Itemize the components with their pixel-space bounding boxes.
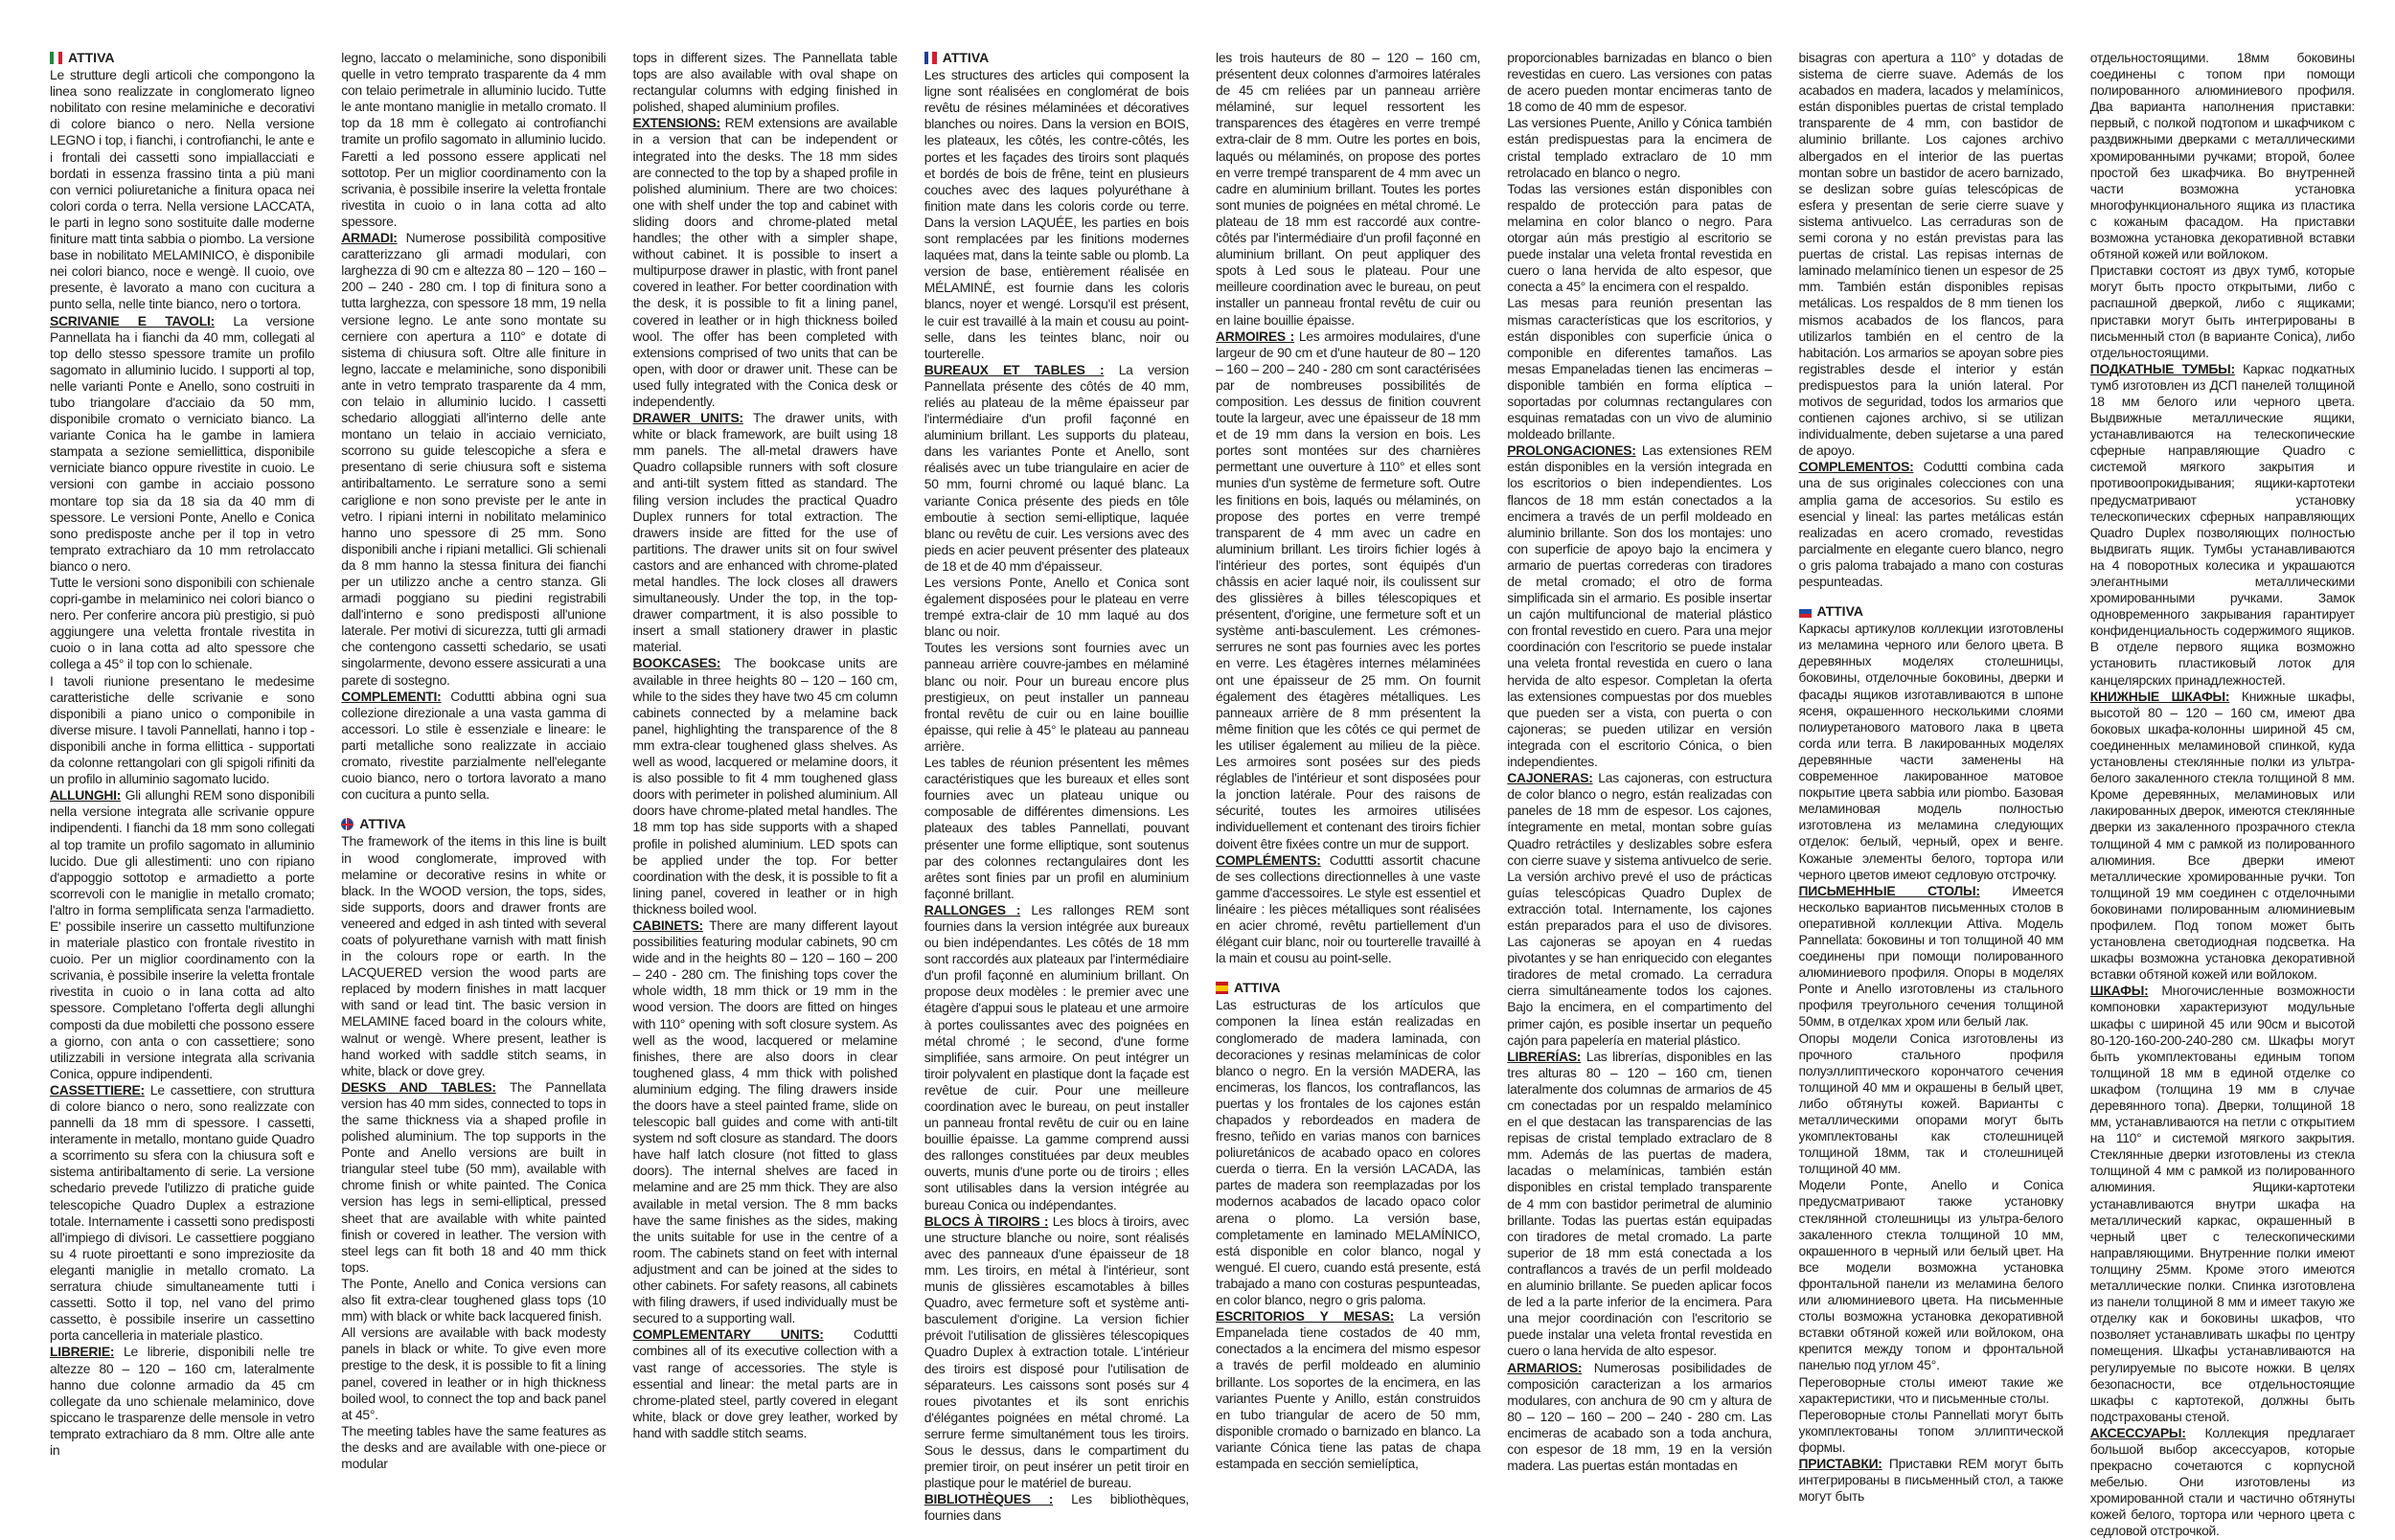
paragraph (1799, 621, 2064, 883)
paragraph-text: Приставки состоят из двух тумб, которые могут быть просто открытыми, либо с распашной дверкой, либо с ящиками; приставки могут быть интегрированы в письменный стол (в варианте Conica), либо отдельностоящими. (2089, 262, 2355, 360)
paragraph-heading: ПИСЬМЕННЫЕ СТОЛЫ: (1798, 882, 1980, 898)
paragraph (341, 50, 605, 230)
paragraph-text: Приставки REM могут быть интегрированы в письменный стол, а также могут быть (1798, 1455, 2064, 1505)
paragraph-text: les trois hauteurs de 80 – 120 – 160 cm, présentent deux colonnes d'armoires latérales de 45 cm reliées par un panneau arrière mélaminé, sur lequel ressortent les transparences des étagères en verre trempé extra-clair de 8 mm. Outre les portes en bois, laqués ou mélaminés, on propose des portes en verre trempé transparent de 4 mm avec un cadre en aluminium brillant. Toutes les portes sont munies de poignées en métal chromé. Le plateau de 18 mm est raccordé aux contre-côtés par l'intermédiaire d'un profil façonné en aluminium brillant. On peut appliquer des spots à Led sous le plateau. Pour une meilleure coordination avec le bureau, on peut installer un panneau frontal revêtu de cuir ou en laine bouillie épaisse. (1216, 50, 1481, 328)
text-column (1216, 50, 1480, 1540)
paragraph (1507, 181, 1771, 296)
paragraph-text: The meeting tables have the same features as the desks and are available with one-piece or modular (341, 1422, 606, 1471)
paragraph-text: REM extensions are available in a version that can be independent or integrated into the desks. The 18 mm sides are connected to the top by a shaped profile in polished aluminium. There are two choices: one with shelf under the top and cabinet with sliding doors and chrome-plated metal handles; the other with a simpler shape, without cabinet. It is possible to insert a multipurpose drawer in plastic, with front panel covered in leather. For better coordination with the desk, it is possible to fit a lining panel, covered in leather or in high thickness boiled wool. The offer has been completed with extensions comprised of two units that can be open, with door or drawer unit. These can be used fully integrated with the Conica desk or independently. (632, 115, 898, 409)
paragraph-text: There are many different layout possibilities featuring modular cabinets, 90 cm wide and in the heights 80 – 120 – 160 – 200 – 240 - 280 cm. The finishing tops cover the whole width, 18 mm thick or 19 mm in the wood version. The doors are fitted on hinges with 110° opening with soft closure system. As well as the wood, lacquered or melamine finishes, there are also doors in clear toughened glass, 4 mm thick with polished aluminium edging. The filing drawers inside the doors have a steel painted frame, slide on telescopic ball guides and come with anti-tilt system nd soft closure as standard. The doors have half latch closure (not fitted to glass doors). The internal shelves are faced in melamine and are 25 mm thick. They are also available in metal version. The 8 mm backs have the same finishes as the sides, making the units suitable for use in the centre of a room. The cabinets stand on feet with internal adjustment and can be joined at the sides to other cabinets. For safety reasons, all cabinets with filing drawers, if used individually must be secured to a supporting wall. (632, 917, 898, 1326)
paragraph-text: The bookcase units are available in three heights 80 – 120 – 160 cm, while to the sides they have two 45 cm column cabinets connected by a melamine back panel, highlighting the transparence of the 8 mm extra-clear toughened glass shelves. As well as wood, lacquered or melamine doors, it is also possible to fit 4 mm toughened glass doors with perimeter in polished aluminium. All doors have chrome-plated metal handles. The 18 mm top has side supports with a shaped profile in polished aluminium. LED spots can be applied under the top. For better coordination with the desk, it is possible to fit a lining panel, covered in leather or in high thickness boiled wool. (632, 655, 898, 917)
language-section-header (341, 816, 605, 832)
paragraph-text: Gli allunghi REM sono disponibili nella versione integrata alle scrivanie oppure indipendenti. I fianchi da 18 mm sono collegati al top tramite un profilo sagomato in alluminio lucido. Due gli allestimenti: uno con ripiano d'appoggio sottotop e armadietto a porte scorrevoli con le maniglie in metallo cromato; l'altro in forma semplificata senza l'armadietto. E' possibile inserire un cassetto multifunzione in materiale plastico con frontale rivestito in cuoio. Per un miglior coordinamento con la scrivania, è possibile inserire la veletta frontale rivestita in cuoio o in lana cotta ad alto spessore. Completano l'offerta degli allunghi composti da due mobiletti che possono essere a giorno, con anta o con cassettiere; sono utilizzabili in versione integrata alla scrivania Conica, oppure indipendenti. (50, 787, 315, 1081)
paragraph-text: The Pannellata version has 40 mm sides, connected to tops in the same thickness via a shaped profile in polished aluminium. The top supports in the Ponte and Anello versions are built in triangular steel tube (50 mm), available with chrome finish or white painted. The Conica version has legs in semi-elliptical, pressed sheet that are available with white painted finish or covered in leather. The version with steel legs can fit both 18 and 40 mm thick tops. (341, 1078, 606, 1275)
paragraph-text: Переговорные столы Pannellati могут быть укомплектованы топом эллиптической формы. (1798, 1406, 2064, 1455)
paragraph (1216, 50, 1480, 328)
paragraph (924, 575, 1189, 640)
paragraph-text: La versión Empanelada tiene costados de 40 mm, conectados a la encimera del mismo espesor a través de perfil moldeado en aluminio brillante. Los soportes de la encimera, en las variantes Puente y Anillo, están construidos en tubo triangular de acero de 50 mm, disponible cromado o barnizado en blanco. La variante Cónica tiene las patas de chapa estampada en sección semielíptica, (1216, 1308, 1481, 1471)
paragraph-heading: КНИЖНЫЕ ШКАФЫ: (2089, 688, 2230, 704)
text-column (1799, 50, 2064, 1540)
paragraph-text: Les versions Ponte, Anello et Conica sont également disposées pour le plateau en verre trempé extra-clair de 10 mm laqué au dos blanc ou noir. (924, 575, 1189, 640)
paragraph-text: Коллекция предлагает большой выбор аксессуаров, которые прекрасно сочетаются с корпусной мебелью. Они изготовлены из хромированной стали и частично обтянуты кожей белого, тортора или черного цвета с седловой отстрочкой. (2089, 1424, 2355, 1539)
paragraph (2090, 262, 2355, 361)
text-column (341, 50, 605, 1540)
paragraph-text: Coduttti combines all of its executive collection with a vast range of accessories. The style is essential and linear: the metal parts are in chrome-plated steel, partly covered in elegant white, black or dove grey leather, worked by hand with saddle stitch seams. (632, 1326, 898, 1440)
paragraph-heading: ESCRITORIOS Y MESAS: (1216, 1308, 1394, 1325)
paragraph-text: The Ponte, Anello and Conica versions can also fit extra-clear toughened glass tops (10 mm) with black or white back lacquered finish. (341, 1275, 606, 1325)
paragraph (2090, 1425, 2355, 1540)
text-column (1507, 50, 1771, 1540)
flag-icon (1216, 982, 1228, 994)
paragraph-heading: BOOKCASES: (632, 655, 721, 671)
document-page (50, 50, 2355, 1539)
paragraph (50, 67, 314, 312)
paragraph-text: La version Pannellata présente des côtés de 40 mm, reliés au plateau de la même épaisseur par l'intermédiaire d'un profil façonné en aluminium brillant. Les supports du plateau, dans les variantes Ponte et Anello, sont réalisés avec un tube triangulaire en acier de 50 mm, fourni chromé ou laqué blanc. La variante Conica présente des pieds en tôle emboutie à section semi-elliptique, laquée blanc ou revêtu de cuir. Les versions avec des pieds en acier peuvent présenter des plateaux de 18 et de 40 mm d'épaisseur. (924, 361, 1190, 574)
paragraph-text: Каркасы артикулов коллекции изготовлены из меламина черного или белого цвета. В деревянных моделях столешницы, боковины, отделочные боковины, дверки и фасады ящиков изготавливаются в шпоне ясеня, окрашенного несколькими слоями полиуретанового матового лака в цвета corda или terra. В лакированных моделях деревянные части заменены на современное лакированное матовое покрытие цвета sabbia или piombo. Базовая меламиновая модель полностью изготовлена из меламина следующих отделок: белый, черный, орех и венге. Кожаные элементы белого, тортора или черного цветов имеют седловую отстрочку. (1798, 621, 2064, 882)
text-column (924, 50, 1189, 1540)
paragraph (1799, 50, 2064, 459)
paragraph (1507, 115, 1771, 180)
paragraph-text: bisagras con apertura a 110° y dotadas de sistema de cierre suave. Además de los acabados en madera, lacados y melamínicos, están disponibles puertas de cristal templado transparente de 4 mm, con bastidor de aluminio brillante. Los cajones archivo albergados en el interior de las puertas montan sobre un bastidor de acero barnizado, se deslizan sobre guías telescópicas de esfera y presentan de serie cierre suave y sistema antivuelco. Las cerraduras son de semi corona y no están previstas para las puertas de cristal. Las repisas internas de laminado melamínico tienen un espesor de 25 mm. También están disponibles repisas metálicas. Los respaldos de 8 mm tienen los mismos acabados de los flancos, para utilizarlos también en el centro de la habitación. Los armarios se apoyan sobre pies registrables desde el interior y están predispuestos para la unión lateral. Por motivos de seguridad, todos los armarios que contienen cajones archivo, si se utilizan individualmente, deben sujetarse a una pared de apoyo. (1798, 50, 2064, 459)
section-title: ATTIVA (942, 50, 990, 65)
paragraph (50, 1344, 314, 1459)
paragraph-heading: CASSETTIERE: (50, 1081, 145, 1098)
paragraph (50, 787, 314, 1082)
paragraph (1216, 997, 1480, 1308)
paragraph (2090, 50, 2355, 262)
paragraph (341, 833, 605, 1078)
paragraph (1507, 1360, 1771, 1475)
paragraph-heading: BUREAUX ET TABLES : (924, 361, 1105, 377)
paragraph-heading: COMPLEMENTARY UNITS: (632, 1326, 824, 1343)
paragraph-text: Les tables de réunion présentent les mêmes caractéristiques que les bureaux et elles sont fournies avec un plateau unique ou composable de différentes dimensions. Les plateaux des tables Pannellati, pouvant présenter une forme elliptique, sont soutenus par des colonnes rectangulaires dont les arêtes sont finies par un profil en aluminium façonné brillant. (924, 755, 1189, 901)
paragraph-text: Книжные шкафы, высотой 80 – 120 – 160 см, имеют два боковых шкафа-колонны шириной 45 см, соединенных меламиновой спинкой, куда установлены стеклянные полки из ультра-белого закаленного стекла толщиной 8 мм. Кроме деревянных, меламиновых или лакированных дверок, имеются стеклянные дверки из закаленного прозрачного стекла толщиной 4 мм с рамкой из полированного алюминия. Все дверки имеют металлические хромированные ручки. Топ толщиной 19 мм соединен с отделочными боковинами полированным алюминиевым профилем. Под топом может быть установлена светодиодная подсветка. На шкафы возможна установка декоративной вставки обтяной кожей или войлоком. (2089, 688, 2355, 983)
paragraph-heading: BIBLIOTHÈQUES : (924, 1491, 1054, 1507)
paragraph (924, 1213, 1189, 1492)
paragraph-text: Las extensiones REM están disponibles en la versión integrada en los escritorios o bien independientes. Los flancos de 18 mm están conectados a la encimera a través de un perfil moldeado en aluminio brillante. Son dos los montajes: uno con superficie de apoyo bajo la encimera y armario de puertas correderas con tiradores de metal cromado; el otro de forma simplificada sin el armario. Es posible insertar un cajón multifuncional de material plástico con frontal revestido en cuero. Para una mejor coordinación con l'escritorio se puede instalar una veleta frontal revestida en cuero o lana hervida de alto espesor. Completan la oferta las extensiones compuestas por dos muebles que pueden ser a vista, con puerta o con cajoneras; se pueden utilizar en versión integrada con el escritorio Cónica, o bien independientes. (1507, 442, 1772, 770)
paragraph-text: Las estructuras de los artículos que componen la línea están realizadas en conglomerado de madera laminada, con decoraciones y resinas melamínicas de color blanco o negro. En la versión MADERA, las encimeras, los flancos, los contraflancos, las puertas y los frontales de los cajones están chapados y rebordeados en madera de fresno, teñido en varias manos con barnices poliuretánicos de acabado opaco en colores cuerda o tierra. En la versión LACADA, las partes de madera son reemplazadas por los modernos acabados de lacado opaco color arena o plomo. La versión base, completamente en laminado MELAMÍNICO, está disponible en color blanco, nogal y wengué. El cuero, cuando está presente, está trabajado a mano con costuras pespunteadas, en color blanco, negro o gris paloma. (1216, 997, 1481, 1308)
paragraph-heading: CABINETS: (632, 917, 703, 933)
text-column (633, 50, 898, 1540)
paragraph-text: legno, laccato o melaminiche, sono disponibili quelle in vetro temprato trasparente da 4 mm con telaio perimetrale in alluminio lucido. Tutte le ante montano maniglie in metallo cromato. Il top da 18 mm è collegato ai controfianchi tramite un profilo sagomato in alluminio lucido. Faretti a led possono essere applicati nel sottotop. Per un miglior coordinamento con la scrivania, è possibile inserire la veletta frontale rivestita in cuoio o in lana cotta ad alto spessore. (341, 50, 606, 229)
section-title: ATTIVA (1816, 603, 1863, 620)
paragraph-text: Каркас подкатных тумб изготовлен из ДСП панелей толщиной 18 мм белого или черного цвета. Выдвижные металлические ящики, устанавливаются на телескопические сферные направляющие Quadro с системой мягкого закрытия и противоопрокидывания; ящики-картотеки предусматривают установку телескопических сферных направляющих Quadro Duplex позволяющих полностью выдвигать ящик. Тумбы устанавливаются на 4 поворотных колесика и украшаются элегантными металлическими хромированными ручками. Замок одновременного закрывания гарантирует конфиденциальность содержимого ящиков. В отделе первого ящика возможно установить пластиковый лоток для канцелярских принадлежностей. (2089, 360, 2355, 688)
paragraph (2090, 983, 2355, 1425)
paragraph (1799, 1374, 2064, 1407)
paragraph-text: Toutes les versions sont fournies avec un panneau arrière couvre-jambes en mélaminé blanc ou noir. Pour un bureau encore plus prestigieux, on peut installer un panneau frontal revêtu de cuir ou en laine bouillie épaisse, qui relie à 45° le plateau au panneau arrière. (924, 640, 1189, 754)
paragraph-text: Las mesas para reunión presentan las mismas características que los escritorios, y están disponibles con superficie única o componible en diferentes tamaños. Las mesas Empaneladas tienen las encimeras – disponible también en forma elíptica – soportadas por columnas rectangulares con esquinas rematadas con un vivo de aluminio moldeado brillante. (1507, 295, 1772, 442)
section-title: ATTIVA (1234, 980, 1281, 996)
paragraph-text: I tavoli riunione presentano le medesime caratteristiche delle scrivanie e sono disponibili a piano unico o componibile in diverse misure. I tavoli Pannellati, hanno i top - disponibili anche in forma ellittica - supportati da colonne rettangolari con gli spigoli rifiniti da un profilo in alluminio sagomato lucido. (50, 672, 315, 787)
paragraph (633, 410, 898, 655)
paragraph (1799, 883, 2064, 1030)
text-column (50, 50, 314, 1540)
text-column (2090, 50, 2355, 1540)
paragraph-heading: ШКАФЫ: (2089, 983, 2149, 999)
paragraph-heading: PROLONGACIONES: (1507, 442, 1636, 459)
paragraph (1216, 328, 1480, 852)
paragraph (50, 313, 314, 576)
paragraph-text: La versione Pannellata ha i fianchi da 40 mm, collegati al top dello stesso spessore tramite un profilo sagomato in alluminio lucido. I supporti al top, nelle varianti Ponte e Anello, sono costruiti in tubo triangolare d'acciaio da 50 mm, disponibile cromato o verniciato bianco. La variante Conica ha le gambe in lamiera stampata a sezione semiellittica, disponibile verniciate bianco oppure rivestite in cuoio. Le versioni con gambe in acciaio possono montare top sia da 18 sia da 40 mm di spessore. Le versioni Ponte, Anello e Conica sono predisposte anche per il top in vetro temprato extrachiaro da 10 mm retrolaccato bianco o nero. (50, 312, 315, 574)
paragraph-heading: CAJONERAS: (1507, 770, 1593, 786)
paragraph-text: Las versiones Puente, Anillo y Cónica también están predispuestas para la encimera de cristal templado extraclaro de 10 mm retrolacado en blanco o negro. (1507, 115, 1772, 180)
language-section-header (924, 50, 1189, 66)
paragraph-heading: RALLONGES : (924, 901, 1021, 917)
paragraph-text: Le strutture degli articoli che compongono la linea sono realizzate in conglomerato ligneo nobilitato con resine melaminiche e decorativi di colore bianco o nero. Nella versione LEGNO i top, i fianchi, i controfianchi, le ante e i frontali dei cassetti sono impiallacciati e bordati in essenza frassino tinta a più mani con vernici poliuretaniche a finitura opaca nei colori corda o terra. Nella versione LACCATA, le parti in legno sono sostituite dalle moderne finiture matt tinta sabbia o piombo. La versione base in nobilitato MELAMINICO, è disponibile nei colori bianco, noce e wengè. Il cuoio, ove presente, è lavorato a mano con cucitura a punto sella, nelle tinte bianco, nero o tortora. (50, 67, 315, 312)
paragraph-text: The drawer units, with white or black framework, are built using 18 mm panels. The all-metal drawers have Quadro collapsible runners with soft closure and anti-tilt system fitted as standard. The filing version includes the practical Quadro Duplex runners for total extraction. The drawers inside are fitted for the use of partitions. The drawer units sit on four swivel castors and are enhanced with chrome-plated metal handles. The lock closes all drawers simultaneously. Under the top, in the top-drawer compartment, it is also possible to insert a small stationery drawer in plastic material. (632, 410, 898, 655)
paragraph (50, 575, 314, 673)
paragraph-heading: COMPLÉMENTS: (1216, 851, 1321, 868)
paragraph-heading: ARMOIRES : (1216, 328, 1295, 344)
paragraph (924, 1491, 1189, 1524)
paragraph (1216, 852, 1480, 967)
paragraph-text: Tutte le versioni sono disponibili con schienale copri-gambe in melaminico nei colori bianco o nero. Per conferire ancora più prestigio, si può aggiungere una veletta frontale rivestita in cuoio o in lana cotta ad alto spessore che collega a 45° il top con lo schienale. (50, 575, 315, 672)
paragraph (1799, 1030, 2064, 1178)
paragraph-text: tops in different sizes. The Pannellata table tops are also available with oval shape on rectangular columns with edging finished in polished, shaped aluminium profiles. (632, 50, 898, 115)
language-section-header (1216, 980, 1480, 996)
paragraph (924, 755, 1189, 902)
paragraph-heading: DESKS AND TABLES: (341, 1078, 496, 1095)
flag-icon (50, 52, 62, 64)
paragraph-text: Todas las versiones están disponibles con respaldo de protección para patas de melamina en color blanco o negro. Para otorgar aún más prestigio al escritorio se puede instalar una veleta frontal revestida en cuero o lana hervida de alto espesor, que conecta a 45° la encimera con el respaldo. (1507, 180, 1772, 295)
paragraph (924, 640, 1189, 755)
paragraph-text: Les bibliothèques, fournies dans (924, 1491, 1190, 1524)
paragraph (633, 655, 898, 917)
paragraph-text: Переговорные столы имеют такие же характеристики, что и письменные столы. (1798, 1373, 2064, 1406)
paragraph (341, 1079, 605, 1276)
paragraph (924, 67, 1189, 362)
paragraph-heading: ПРИСТАВКИ: (1798, 1455, 1882, 1471)
paragraph-heading: ARMARIOS: (1507, 1359, 1583, 1375)
paragraph (2090, 361, 2355, 689)
paragraph-text: отдельностоящими. 18мм боковины соединены с топом при помощи полированного алюминиевого профиля. Два варианта наполнения приставки: первый, с полкой подтопом и шкафчиком с раздвижными дверками с металлическими хромированными ручками; второй, более простой без шкафчика. Во внутренней части возможна установка многофункционального ящика из пластика с кожаным фасадом. На приставки возможна установка декоративной вставки обтяной кожей или войлоком. (2089, 50, 2355, 262)
paragraph (341, 1276, 605, 1325)
language-section-header (50, 50, 314, 66)
paragraph (50, 1082, 314, 1345)
paragraph-heading: ARMADI: (341, 230, 398, 246)
paragraph (50, 673, 314, 788)
paragraph-text: proporcionables barnizadas en blanco o bien revestidas en cuero. Las versiones con patas de acero pueden montar encimeras tanto de 18 como de 40 mm de espesor. (1507, 50, 1772, 115)
paragraph (1799, 1407, 2064, 1456)
paragraph-text: Le cassettiere, con struttura di colore bianco o nero, sono realizzate con pannelli da 18 mm di spessore. I cassetti, interamente in metallo, montano guide Quadro a scorrimento su sfera con la chiusura soft e sistema antiribaltamento di serie. La versione schedario prevede l'utilizzo di pratiche guide telescopiche Quadro Duplex a estrazione totale. Internamente i cassetti sono predisposti all'impiego di divisori. Le cassettiere poggiano su 4 ruote piroettanti e sono impreziosite da eleganti maniglie in metallo cromato. La serratura chiude simultaneamente tutti i cassetti. Sotto il top, nel vano del primo cassetto, è possibile inserire un cassettino porta cancelleria in materiale plastico. (50, 1081, 315, 1344)
paragraph-text: Coduttti abbina ogni sua collezione direzionale a una vasta gamma di accessori. Lo stile è essenziale e lineare: le parti metalliche sono realizzate in acciaio cromato, rivestite parzialmente nell'elegante cuoio bianco, nero o tortora lavorato a mano con cucitura a punto sella. (341, 688, 606, 803)
paragraph-text: Опоры модели Conica изготовлены из прочного стального профиля полуэллиптического корончатого сечения толщиной 40 мм и окрашены в белый цвет, либо обтянуты кожей. Варианты с металлическими опорами могут быть укомплектованы как столешницей толщиной 18мм, так и столешницей толщиной 40 мм. (1798, 1030, 2064, 1177)
paragraph (341, 689, 605, 804)
paragraph-text: Numerose possibilità compositive caratterizzano gli armadi modulari, con larghezza di 90 cm e altezza 80 – 120 – 160 – 200 – 240 - 280 cm. I top di finitura sono a tutta larghezza, con spessore 18 mm, 19 nella versione legno. Le ante sono montate su cerniere con apertura a 110° e dotate di sistema di chiusura soft. Oltre alle finiture in legno, laccate e melaminiche, sono disponibili ante in vetro temprato trasparente da 4 mm, con telaio in alluminio lucido. I cassetti schedario alloggiati all'interno delle ante montano un telaio in acciaio verniciato, scorrono su guide telescopiche a sfera e presentano di serie chiusura soft e sistema antiribaltamento. Le serrature sono a semi cariglione e non sono previste per le ante in vetro. I ripiani interni in nobilitato melaminico hanno uno spessore di 25 mm. Sono disponibili anche i ripiani metallici. Gli schienali da 8 mm hanno la stessa finitura dei fianchi per un utilizzo anche a centro stanza. Gli armadi poggiano su piedini registrabili dall'interno e sono predisposti all'unione laterale. Per motivi di sicurezza, tutti gli armadi che contengono cassetti schedario, se usati singolarmente, devono essere assicurati a una parete di sostegno. (341, 230, 606, 688)
paragraph-text: Les structures des articles qui composent la ligne sont réalisées en conglomérat de bois revêtu de résines mélaminées et décoratives blanches ou noires. Dans la version en BOIS, les plateaux, les côtés, les contre-côtés, les portes et les façades des tiroirs sont plaqués et bordés de bois de frêne, teint en plusieurs couches avec des laques polyuréthane à finition mate dans les coloris corde ou terre. Dans la version LAQUÉE, les parties en bois sont remplacées par les finitions modernes laquées mat, dans la teinte sable ou plomb. La version de base, entièrement réalisée en MÉLAMINÉ, est fournie dans les coloris blancs, noyer et wengé. Lorsqu'il est présent, le cuir est travaillé à la main et cousu au point-selle, dans les teintes blanc, noir ou tourterelle. (924, 67, 1189, 361)
paragraph-heading: LIBRERÍAS: (1507, 1048, 1582, 1064)
paragraph (924, 362, 1189, 575)
flag-icon (341, 818, 354, 830)
paragraph-heading: COMPLEMENTOS: (1798, 459, 1914, 475)
paragraph-text: Las librerías, disponibles en las tres alturas 80 – 120 – 160 cm, tienen lateralmente dos columnas de armarios de 45 cm conectadas por un respaldo melamínico en el que destacan las transparencias de las repisas de cristal templado extraclaro de 8 mm. Además de las puertas de madera, lacadas o melamínicas, también están disponibles en cristal templado transparente de 4 mm con bastidor perimetral de aluminio brillante. Todas las puertas están equipadas con tiradores de metal cromado. La parte superior de 18 mm está conectada a los contraflancos a través de un perfil moldeado en aluminio brillante. Se pueden aplicar focos de led a la parte inferior de la encimera. Para una mejor coordinación con l'escritorio se puede instalar una veleta frontal revestida en cuero o lana hervida de alto espesor. (1507, 1048, 1772, 1359)
paragraph (633, 115, 898, 410)
paragraph-text: The framework of the items in this line is built in wood conglomerate, improved with melamine or decorative resins in white or black. In the WOOD version, the tops, sides, side supports, doors and drawer fronts are veneered and edged in ash tinted with several coats of polyurethane varnish with matt finish in the colours rope or earth. In the LACQUERED version the wood parts are replaced by modern finishes in matt lacquer with sand or lead tint. The basic version in MELAMINE faced board in the colours white, walnut or wengè. Where present, leather is hand worked with saddle stitch seams, in white, black or dove grey. (341, 833, 606, 1078)
flag-icon (1799, 605, 1812, 618)
language-section-header (1799, 603, 2064, 620)
paragraph (1507, 442, 1771, 770)
paragraph-heading: EXTENSIONS: (632, 115, 720, 131)
paragraph-text: Les rallonges REM sont fournies dans la version intégrée aux bureaux ou bien indépendantes. Les côtés de 18 mm sont raccordés aux plateaux par l'intermédiaire d'un profil façonné en aluminium brillant. On propose deux modèles : le premier avec une étagère d'appui sous le plateau et une armoire à portes coulissantes avec des poignées en métal chromé ; le second, d'une forme simplifiée, sans armoire. On peut intégrer un tiroir polyvalent en plastique dont la façade est revêtue de cuir. Pour une meilleure coordination avec le bureau, on peut installer un panneau frontal revêtu de cuir ou en laine bouillie épaisse. La gamme comprend aussi des rallonges constituées par deux meubles ouverts, munis d'une porte ou de tiroirs ; elles sont utilisables dans la version intégrée au bureau Conica ou indépendantes. (924, 901, 1189, 1212)
paragraph (1216, 1308, 1480, 1472)
paragraph-text: Coduttti combina cada una de sus originales colecciones con una amplia gama de accesorios. Su estilo es esencial y lineal: las partes metálicas están realizadas en acero cromado, revestidas parcialmente en elegante cuero blanco, negro o gris paloma trabajado a mano con costuras pespunteadas. (1798, 459, 2064, 589)
section-title: ATTIVA (359, 816, 406, 832)
paragraph-heading: SCRIVANIE E TAVOLI: (50, 312, 215, 328)
paragraph (341, 1325, 605, 1423)
paragraph (2090, 689, 2355, 984)
paragraph-heading: ПОДКАТНЫЕ ТУМБЫ: (2089, 360, 2235, 376)
paragraph (1799, 459, 2064, 590)
paragraph (633, 917, 898, 1326)
paragraph-heading: DRAWER UNITS: (632, 410, 743, 426)
paragraph (1799, 1177, 2064, 1373)
paragraph (633, 50, 898, 115)
section-title: ATTIVA (68, 50, 115, 65)
paragraph-text: Les blocs à tiroirs, avec une structure blanche ou noire, sont réalisés avec des panneaux d'une épaisseur de 18 mm. Les tiroirs, en métal à l'intérieur, sont munis de glissières escamotables à billes Quadro, avec fermeture soft et système anti-basculement d'origine. La version fichier prévoit l'utilisation de glissières télescopiques Quadro Duplex à extraction totale. L'intérieur des tiroirs est disposé pour l'utilisation de séparateurs. Les caissons sont posés sur 4 roues pivotantes et ils sont enrichis d'élégantes poignées en métal chromé. La serrure ferme simultanément tous les tiroirs. Sous le dessus, dans le compartiment du premier tiroir, on peut insérer un petit tiroir en plastique pour le matériel de bureau. (924, 1212, 1189, 1491)
paragraph-text: Модели Ponte, Anello и Conica предусматривают также установку стеклянной столешницы из ультра-белого закаленного стекла толщиной 10 мм, окрашенного в черный или белый цвет. На все модели возможна установка фронтальной панели из меламина белого или алюминиевого цвета. На письменные столы возможна установка декоративной вставки обтяной кожей или войлоком, она крепится между топом и фронтальной панелью под углом 45°. (1798, 1177, 2064, 1373)
paragraph-heading: COMPLEMENTI: (341, 688, 442, 704)
paragraph-text: Numerosas posibilidades de composición caracterizan a los armarios modulares, con anchura de 90 cm y altura de 80 – 120 – 160 – 200 – 240 - 280 cm. Las encimeras de acabado son a toda anchura, con espesor de 18 mm, 19 en la versión madera. Las puertas están montadas en (1507, 1359, 1772, 1474)
paragraph (1799, 1456, 2064, 1505)
paragraph (1507, 1049, 1771, 1360)
paragraph-heading: АКСЕССУАРЫ: (2089, 1424, 2186, 1440)
paragraph-text: Многочисленные возможности компоновки характеризуют модульные шкафы с шириной 45 или 90см и высотой 80-120-160-200-240-280 см. Шкафы могут быть укомплектованы единым топом толщиной 18 мм в единой отделке со шкафом (толщина 19 мм в случае деревянного топа). Дверки, толщиной 18 мм, устанавливаются на петли с открытием на 110° и системой мягкого закрытия. Стеклянные дверки изготовлены из стекла толщиной 4 мм с рамкой из полированного алюминия. Ящики-картотеки устанавливаются внутри шкафа на металлический каркас, окрашенный в черный цвет с телескопическими направляющими. Внутренние полки имеют толщину 25мм. Кроме этого имеются металлические полки. Спинка изготовлена из панели толщиной 8 мм и имеет такую же отделку как и боковины шкафов, что позволяет устанавливать шкафы по центру помещения. Шкафы устанавливаются на регулируемые по высоте ножки. В целях безопасности, все отдельностоящие шкафы с картотекой, должны быть подстрахованы стеной. (2089, 983, 2355, 1424)
paragraph (633, 1326, 898, 1441)
paragraph-heading: LIBRERIE: (50, 1344, 115, 1360)
flag-icon (924, 52, 937, 64)
paragraph (924, 902, 1189, 1213)
paragraph-text: Las cajoneras, con estructura de color blanco o negro, están realizadas con paneles de 18 mm de espesor. Los cajones, íntegramente en metal, montan sobre guías Quadro retráctiles y deslizables sobre esfera con cierre suave y sistema antivuelco de serie. La versión archivo prevé el uso de prácticas guías telescópicas Quadro Duplex de extracción total. Internamente, los cajones están preparados para el uso de divisores. Las cajoneras se apoyan en 4 ruedas pivotantes y se han enriquecido con elegantes tiradores de metal cromado. La cerradura cierra simultáneamente todos los cajones. Bajo la encimera, en el compartimento del primer cajón, es posible insertar un pequeño cajón para papelería en material plástico. (1507, 770, 1772, 1048)
paragraph (1507, 770, 1771, 1049)
paragraph (1507, 295, 1771, 442)
paragraph-text: All versions are available with back modesty panels in black or white. To give even more prestige to the desk, it is possible to fit a lining panel, covered in leather or in high thickness boiled wool, to connect the top and back panel at 45°. (341, 1325, 606, 1422)
paragraph (341, 230, 605, 689)
paragraph-text: Le librerie, disponibili nelle tre altezze 80 – 120 – 160 cm, lateralmente hanno due colonne armadio da 45 cm collegate da uno schienale melaminico, dove spiccano le trasparenze delle mensole in vetro temprato extrachiaro da 8 mm. Oltre alle ante in (50, 1344, 315, 1458)
paragraph (341, 1423, 605, 1472)
paragraph (1507, 50, 1771, 115)
paragraph-text: Les armoires modulaires, d'une largeur de 90 cm et d'une hauteur de 80 – 120 – 160 – 200 – 240 - 280 cm sont caractérisées par de nombreuses possibilités de composition. Les dessus de finition couvrent toute la largeur, avec une épaisseur de 18 mm et de 19 mm dans la version en bois. Les portes sont montées sur des charnières permettant une ouverture à 110° et elles sont munies d'un système de fermeture soft. Outre les finitions en bois, laqués ou mélaminés, on propose des portes en verre trempé transparent de 4 mm avec un cadre en aluminium brillant. Les tiroirs fichier logés à l'intérieur des portes, sont équipés d'un châssis en acier laqué noir, ils coulissent sur des glissières à billes télescopiques et présentent, d'origine, une fermeture soft et un système anti-basculement. Les crémones-serrures ne sont pas fournies avec les portes en verre. Les étagères internes mélaminées ont une épaisseur de 25 mm. On fournit également des étagères métalliques. Les panneaux arrière de 8 mm présentent la même finition que les côtés ce qui permet de les utiliser également au milieu de la pièce. Les armoires sont posées sur des pieds réglables de l'intérieur et sont disposées pour la jonction latérale. Pour des raisons de sécurité, toutes les armoires utilisées individuellement et contenant des tiroirs fichier doivent être fixées contre un mur de support. (1216, 328, 1481, 851)
paragraph-text: Coduttti assortit chacune de ses collections directionnelles à une vaste gamme d'accessoires. Le style est essentiel et linéaire : les pièces métalliques sont réalisées en acier chromé, revêtu partiellement d'un élégant cuir blanc, noir ou tourterelle travaillé à la main et cousu au point-selle. (1216, 851, 1481, 966)
paragraph-text: Имеется несколько вариантов письменных столов в оперативной коллекции Attiva. Модель Pannellata: боковины и топ толщиной 40 мм соединены при помощи полированного алюминиевого профиля. Опоры в моделях Ponte и Anello изготовлены из стального профиля треугольного сечения толщиной 50мм, в отделках хром или белый лак. (1798, 882, 2064, 1030)
paragraph-heading: ALLUNGHI: (50, 787, 122, 804)
paragraph-heading: BLOCS À TIROIRS : (924, 1212, 1049, 1229)
